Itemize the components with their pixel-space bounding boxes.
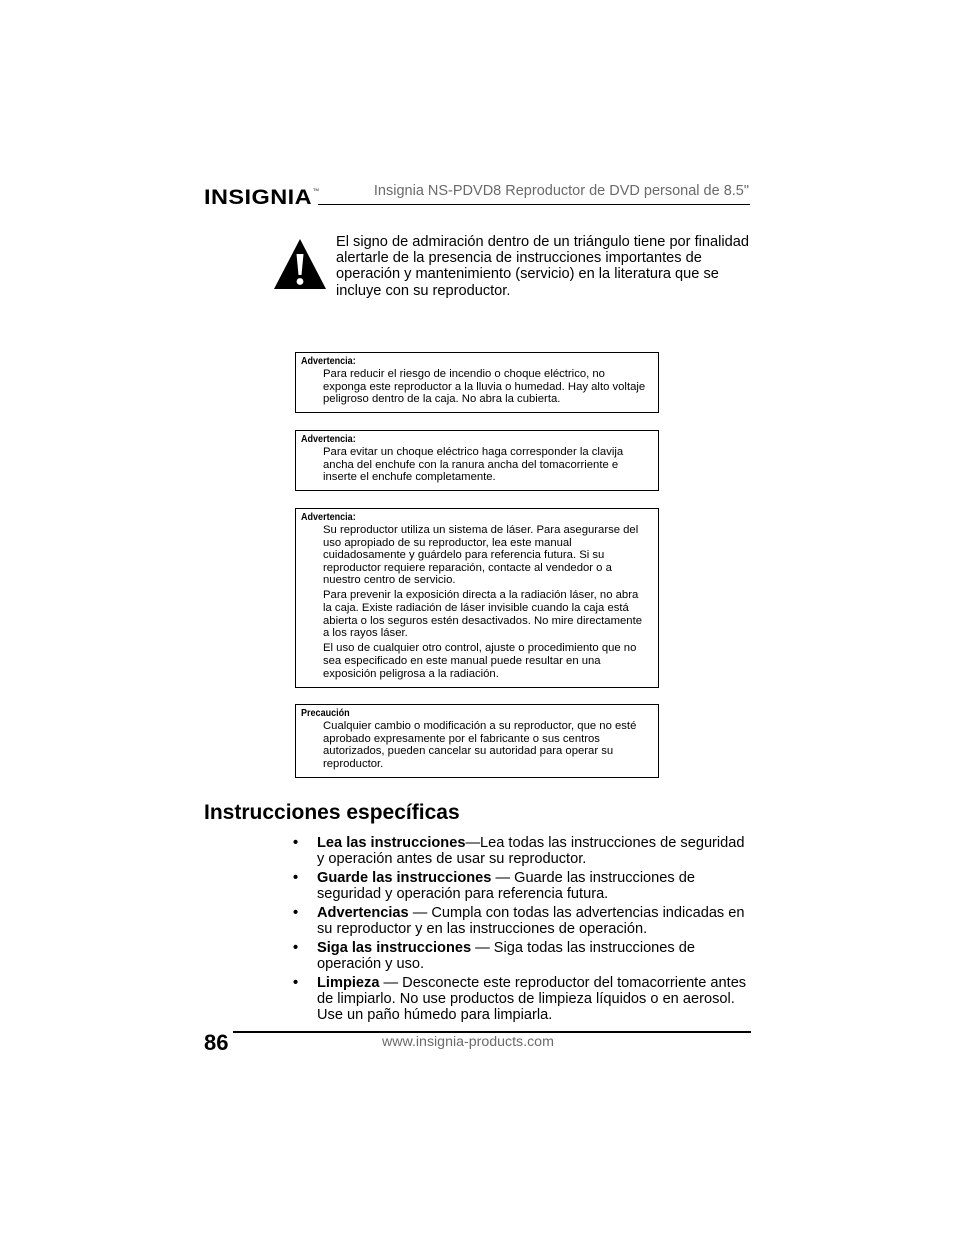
notice-paragraph: Para reducir el riesgo de incendio o choque eléctrico, no exponga este reproductor a la lluvia o humedad. Hay alto voltaje peligroso dentro de la caja. No abra la cubierta. (323, 368, 646, 406)
list-item (290, 870, 750, 902)
brand-wordmark: INSIGNIA (204, 186, 312, 209)
warning-symbol-explanation: El signo de admiración dentro de un triángulo tiene por finalidad alertarle de la presencia de instrucciones importantes de operación y mantenimiento (servicio) en la literatura que se incluye con su reproductor. (336, 234, 749, 299)
footer-rule (233, 1031, 751, 1033)
notice-paragraph: Cualquier cambio o modificación a su reproductor, que no esté aprobado expresamente por el fabricante o sus centros autorizados, pueden cancelar su autoridad para operar su reproductor. (323, 720, 637, 770)
notice-title: Advertencia: (301, 511, 356, 523)
notice-box-fire-warning (295, 352, 659, 413)
notice-title: Precaución (301, 707, 350, 719)
notice-title: Advertencia: (301, 433, 356, 445)
notice-box-plug-warning (295, 430, 659, 491)
warning-triangle-icon (273, 238, 327, 290)
bullet: • (293, 835, 299, 851)
bullet: • (293, 940, 299, 956)
instructions-list (290, 835, 750, 1026)
document-title: Insignia NS-PDVD8 Reproductor de DVD personal de 8.5" (373, 183, 749, 199)
page-number: 86 (204, 1030, 229, 1055)
list-item-term: Lea las instrucciones (317, 835, 466, 851)
list-item-term: Guarde las instrucciones (317, 870, 492, 886)
svg-text:TM: TM (313, 187, 319, 192)
list-item-text: — Guarde las instrucciones de seguridad y operación para referencia futura. (317, 870, 695, 902)
list-item (290, 975, 750, 1023)
bullet: • (293, 870, 299, 886)
notice-paragraph: Su reproductor utiliza un sistema de láser. Para asegurarse del uso apropiado de su reproductor, lea este manual cuidadosamente y guárdelo para referencia futura. Si su reproductor requiere reparación, contacte al vendedor o a nuestro centro de servicio. (323, 524, 639, 587)
list-item-term: Limpieza (317, 975, 380, 991)
notice-box-laser-warning (295, 508, 659, 688)
list-item-text: — Desconecte este reproductor del tomacorriente antes de limpiarlo. No use productos de limpieza líquidos o en aerosol. Use un paño húmedo para limpiarla. (317, 975, 747, 1023)
notice-paragraph: Para evitar un choque eléctrico haga corresponder la clavija ancha del enchufe con la ranura ancha del tomacorriente e inserte el enchufe completamente. (323, 446, 624, 484)
list-item-text: —Lea todas las instrucciones de seguridad y operación antes de usar su reproductor. (317, 835, 745, 867)
list-item (290, 835, 750, 867)
website-url: www.insignia-products.com (382, 1034, 554, 1050)
notice-title: Advertencia: (301, 355, 356, 367)
list-item-term: Siga las instrucciones (317, 940, 472, 956)
notice-paragraph: Para prevenir la exposición directa a la radiación láser, no abra la caja. Existe radiación de láser invisible cuando la caja está abierta o los seguros estén desactivados. No mire directamente a los rayos láser. (323, 589, 642, 640)
notice-box-caution (295, 704, 659, 778)
header-rule (318, 204, 750, 205)
list-item (290, 905, 750, 937)
bullet: • (293, 975, 299, 991)
list-item-text: — Siga todas las instrucciones de operación y uso. (317, 940, 695, 972)
section-heading: Instrucciones específicas (204, 801, 460, 824)
bullet: • (293, 905, 299, 921)
notice-paragraph: El uso de cualquier otro control, ajuste o procedimiento que no sea especificado en este manual puede resultar en una exposición peligrosa a la radiación. (323, 642, 637, 680)
list-item-term: Advertencias (317, 905, 409, 921)
list-item (290, 940, 750, 972)
list-item-text: — Cumpla con todas las advertencias indicadas en su reproductor y en las instrucciones de operación. (317, 905, 745, 937)
insignia-logo (204, 183, 319, 211)
